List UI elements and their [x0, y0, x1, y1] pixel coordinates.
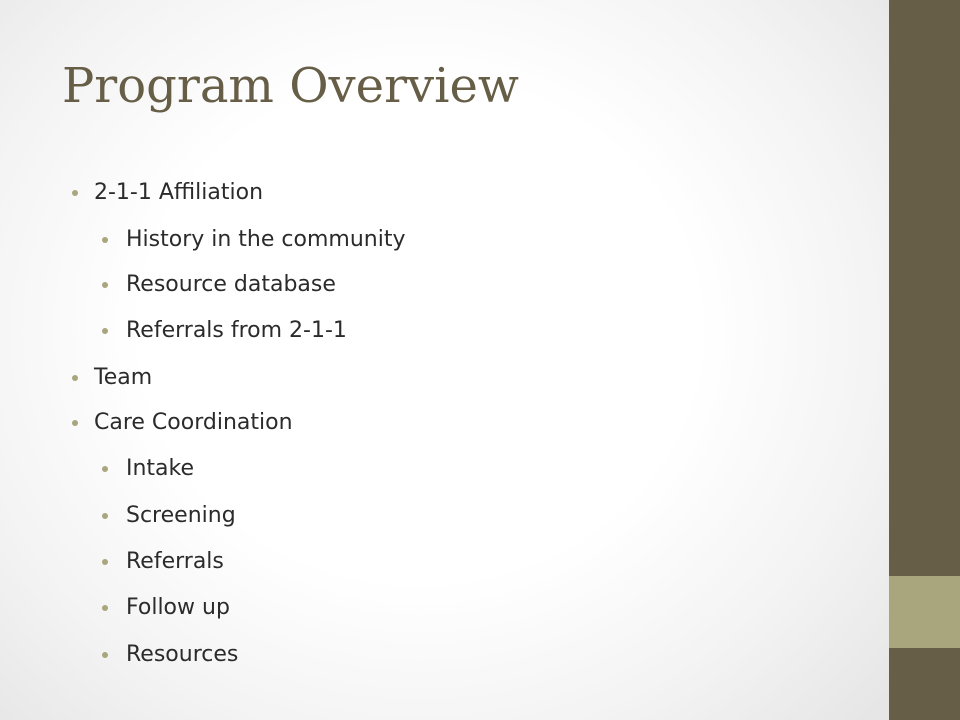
bullet-text: Screening — [126, 503, 236, 528]
bullet-dot-icon — [72, 375, 78, 381]
sub-bullet-item — [126, 458, 194, 480]
sub-bullet-item — [126, 229, 405, 251]
bullet-dot-icon — [102, 328, 108, 334]
sub-bullet-item — [126, 551, 224, 573]
bullet-text: 2-1-1 Affiliation — [94, 180, 264, 205]
bullet-dot-icon — [102, 605, 108, 611]
bullet-text: Resource database — [126, 272, 336, 297]
bullet-dot-icon — [72, 190, 78, 196]
bullet-dot-icon — [72, 420, 78, 426]
bullet-text: Referrals — [126, 549, 224, 574]
sub-bullet-item — [126, 597, 230, 619]
bullet-item — [94, 182, 263, 204]
bullet-text: Follow up — [126, 595, 230, 620]
bullet-dot-icon — [102, 513, 108, 519]
bullet-dot-icon — [102, 652, 108, 658]
sub-bullet-item — [126, 505, 236, 527]
bullet-dot-icon — [102, 237, 108, 243]
bullet-text: History in the community — [126, 227, 406, 252]
slide-title: Program Overview — [62, 58, 519, 114]
bullet-text: Care Coordination — [94, 410, 293, 435]
sub-bullet-item — [126, 320, 347, 342]
decorative-side-accent — [889, 576, 960, 648]
sub-bullet-item — [126, 274, 336, 296]
sub-bullet-item — [126, 644, 238, 666]
bullet-dot-icon — [102, 559, 108, 565]
bullet-dot-icon — [102, 282, 108, 288]
bullet-item — [94, 367, 152, 389]
bullet-text: Resources — [126, 642, 239, 667]
bullet-text: Team — [94, 365, 153, 390]
bullet-dot-icon — [102, 466, 108, 472]
bullet-item — [94, 412, 293, 434]
bullet-text: Intake — [126, 456, 195, 481]
bullet-text: Referrals from 2-1-1 — [126, 318, 347, 343]
